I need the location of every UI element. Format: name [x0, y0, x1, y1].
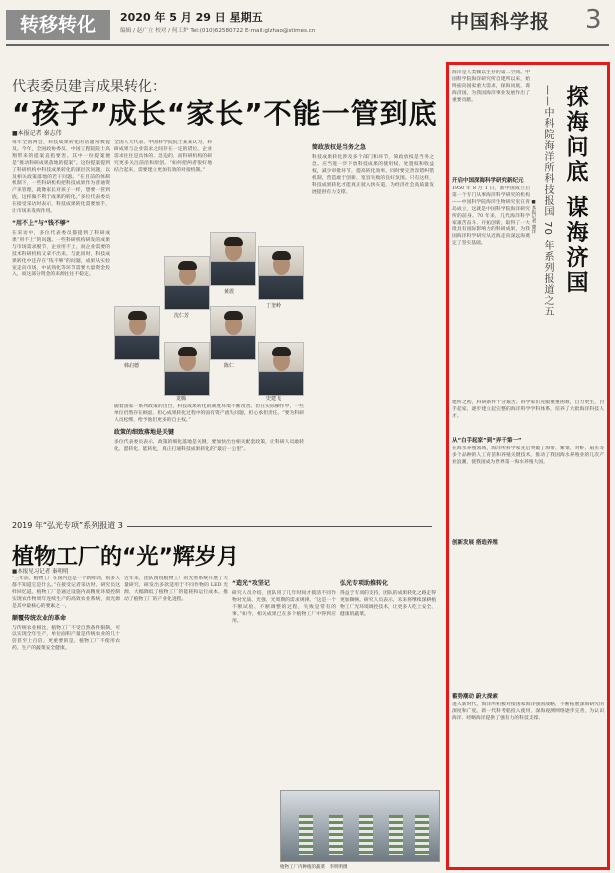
- series-banner: [12, 520, 432, 534]
- main-byline: ■本报记者 秦志伟: [12, 130, 62, 137]
- newspaper-name: 中国科学报: [450, 11, 551, 33]
- second-article-col-4: [340, 576, 436, 786]
- masthead-rule: [6, 44, 609, 46]
- feature-subhead-1: 开启中国深海科学研究新纪元: [452, 178, 524, 184]
- feature-subtitle: ——中科院海洋所科技报国 70 年系列报道之五: [542, 85, 553, 318]
- portrait-caption: 龙腾: [176, 396, 187, 402]
- feature-text-1: [452, 186, 530, 396]
- grow-rack: [415, 815, 429, 855]
- main-col3-text2: 多位代表委员表示，政策的细化落地是关键。要加快出台相关配套政策，让科研人员敢转化、愿转化、能转化，真正打通科技成果转化的“最后一公里”。: [114, 439, 304, 452]
- portrait-photo: [258, 342, 304, 396]
- second-article-col-1: [12, 576, 120, 866]
- second-col3-subhead: “造光”攻坚记: [232, 580, 270, 587]
- portrait-photo: [210, 306, 256, 360]
- second-col1-text: “三年前，植物工厂在国内还是一个新鲜词，很多人都不知道它是什么。”在接受记者采访时，研究员这样回忆道。植物工厂是通过设施内高精度环境控制实现农作物周年连续生产的高效农业系统，而光源是其中最核心的要素之一。: [12, 576, 120, 609]
- feature-text-1b: [452, 400, 604, 430]
- portrait-photo: [164, 342, 210, 396]
- main-article-col-3: [114, 404, 304, 504]
- feature-text-5: [452, 702, 604, 862]
- second-col1-subhead: 颠覆传统农业的革命: [12, 614, 67, 622]
- main-col2-text: 全国人大代表、中国科学院院士某某认为，科研成果与企业需求之间存在一定的错位。企业需求往往是具体的、急迫的，而科研机构的研究更多关注前沿和原创。“如何把两者很好地结合起来，需要建立更加有效的对接机制。”: [114, 140, 212, 173]
- second-col4-text: 得益于专项的支持，团队的成果转化之路走得更加顺畅。研究人员表示，未来将继续深耕植物工厂光环境调控技术，让更多人吃上安全、健康的蔬菜。: [340, 591, 436, 617]
- main-headline: “孩子”成长“家长”不能一管到底: [12, 97, 438, 130]
- feature-subhead-4: 蓄势潮动 蔚大探索: [452, 694, 498, 700]
- second-col1-text2: 与传统农业相比，植物工厂不受自然条件限制，可以实现全年生产，单位面积产量是传统农业的几十倍甚至上百倍。更重要的是，植物工厂不使用农药，生产的蔬菜安全健康。: [12, 625, 120, 652]
- feature-text-5-body: 进入新时代，海洋所积极对接国家海洋强国战略，不断拓展深海研究的深度和广度。新一代科考船投入使用，深海观测网络逐步完善，为认识海洋、经略海洋提供了强有力的科技支撑。: [452, 702, 604, 721]
- grow-rack: [389, 815, 403, 855]
- feature-text-3-body: 在海水养殖领域，海洋所科学家先后突破了海带、紫菜、对虾、扇贝等多个品种的人工育苗和养殖关键技术，推动了我国海水养殖业的几次产业浪潮，使我国成为世界第一海水养殖大国。: [452, 446, 604, 465]
- weekday-text: 星期五: [229, 11, 263, 24]
- main-col4-text: 科技成果转化涉及多个部门和环节，简政放权是当务之急。应当进一步下放科技成果的使用权、处置权和收益权，减少审批环节，提高转化效率。同时要完善容错纠错机制，营造敢于创新、宽容失败的良好氛围。只有这样，科技成果转化才能真正驶入快车道，为经济社会高质量发展提供有力支撑。: [312, 155, 434, 195]
- feature-intro: [452, 70, 530, 170]
- second-article-col-2: [124, 576, 228, 866]
- portrait-caption: 沈仁芳: [174, 313, 190, 319]
- main-col1-text2: 在采访中，多位代表委员都提到了科研成果“用不上”的问题。一些科研机构研发的成果与市场需求脱节，企业用不上，而企业需要的技术科研机构又拿不出来。与此同时，科技成果转化中还存在“钱不够”的问题，成果从实验室走向市场，中试熟化等环节需要大量资金投入，而这部分资金的来源往往不稳定。: [12, 230, 110, 278]
- portrait-caption: 丁奎岭: [266, 303, 282, 309]
- portrait-grid: [114, 232, 304, 400]
- second-headline: 植物工厂的“光”辉岁月: [12, 545, 239, 570]
- portrait-photo: [164, 256, 210, 310]
- date-text: 2020 年 5 月 29 日: [120, 11, 226, 24]
- portrait-photo: [258, 246, 304, 300]
- second-byline: ■本报见习记者 秦明明: [12, 569, 69, 575]
- feature-title: 探海问底 谋海济国: [563, 85, 588, 296]
- feature-byline: ■本报记者 廖洋: [531, 200, 536, 234]
- feature-subhead-2: 从“白手起家”到“弄千第一”: [452, 438, 522, 444]
- section-name: 转移转化: [6, 10, 110, 40]
- main-article-col-4: [312, 140, 434, 505]
- portrait-photo: [210, 232, 256, 286]
- plant-factory-caption: 植物工厂内种植的蔬菜 李明明摄: [280, 865, 348, 870]
- feature-subhead-3: 创新发展 搭造养殖: [452, 540, 498, 546]
- feature-intro-text: 海洋是人类赖以生存的第二空间。中国科学院海洋研究所自建所以来，始终面向国家重大需求，探海问底，谋海济国，为我国海洋事业发展作出了重要贡献。: [452, 70, 530, 103]
- second-col2-text: 近年来，团队围绕植物工厂的光照系统开展了大量研究，研发出多款适用于不同作物的 LED 光源，大幅降低了植物工厂的能耗和运行成本，推动了植物工厂的产业化进程。: [124, 576, 228, 602]
- feature-text-3: [452, 446, 604, 532]
- main-col1-text: 每年全国两会，科技成果转化的话题常被提及。今年，全国政协委员、中国工程院院士高翔带来的提案直指要害。其中一份提案便是“推动科研成果落地的提案”。这份提案提到了科研机构中科技成果转化的深层次问题，以及相关政策落地的若干问题。“在目前的体制机制下，一些科研机构把科技成果作为普通资产来管理，就像家长对孩子一样，想要一管到底，这样做不利于成果的转化。”多位代表委员在接受采访时表示，科技成果转化需要放手，让市场来发挥作用。: [12, 140, 110, 215]
- portrait-caption: 陈仁: [224, 363, 235, 369]
- grow-rack: [329, 815, 343, 855]
- feature-text-4: [452, 548, 604, 688]
- main-col3-text: 随着国家一系列政策的出台，科技成果转化的制度环境不断改善。但在实际操作中，一些单位仍然存在顾虑，担心成果转化过程中的国有资产流失问题，担心承担责任。“要为科研人员松绑，给予他们更多的自主权。”: [114, 404, 304, 423]
- main-article-col-2: [114, 140, 212, 228]
- feature-text-2-body: 建所之初，科研条件十分艰苦。科学家们克服重重困难，自力更生，白手起家，逐步建立起完整的海洋科学学科体系，培养了大批海洋科技人才。: [452, 400, 604, 419]
- main-col4-subhead: 简政放权是当务之急: [312, 144, 367, 151]
- portrait-caption: 史建飞: [266, 396, 282, 402]
- main-kicker: 代表委员建言成果转化：: [12, 79, 166, 95]
- series-label: 2019 年“弘光专项”系列报道 3: [12, 520, 127, 531]
- publication-date: [120, 9, 263, 25]
- main-col1-subhead: “用不上”与“钱不够”: [12, 219, 70, 227]
- masthead: [0, 0, 615, 48]
- portrait-caption: 韩启德: [124, 363, 140, 369]
- page-number: 3: [585, 5, 602, 35]
- main-article-col-1: [12, 140, 110, 505]
- main-col3-subhead: 政策的细致落地是关键: [114, 428, 175, 436]
- second-col3-text: 研究人员介绍，团队用了几年时间才摸清不同作物对光质、光强、光周期的需求规律。“这是一个不断试验、不断调整的过程，失败是常有的事。”如今，相关成果已在多个植物工厂中得到应用。: [232, 591, 336, 624]
- portrait-caption: 黄震: [224, 289, 235, 295]
- editor-contact: 编辑 / 赵广立 校对 / 何工炉 Tel:(010)62580722 E-mail:glzhao@stimes.cn: [120, 28, 316, 34]
- portrait-photo: [114, 306, 160, 360]
- feature-text-1-body: 1950 年 8 月 1 日，新中国成立后第一个专门从事海洋科学研究的机构——中国科学院海洋生物研究室在青岛成立，这就是中国科学院海洋研究所的前身。70 年来，几代海洋科学家艰苦奋斗、开拓创新，取得了一大批具有国际影响力的科研成果，为我国海洋科学研究从近海走向深远海奠定了坚实基础。: [452, 186, 530, 247]
- second-article-col-3: [232, 576, 336, 786]
- grow-rack: [299, 815, 313, 855]
- plant-factory-photo: [280, 790, 440, 862]
- second-col4-subhead: 弘光专项助推转化: [340, 580, 389, 587]
- grow-rack: [359, 815, 373, 855]
